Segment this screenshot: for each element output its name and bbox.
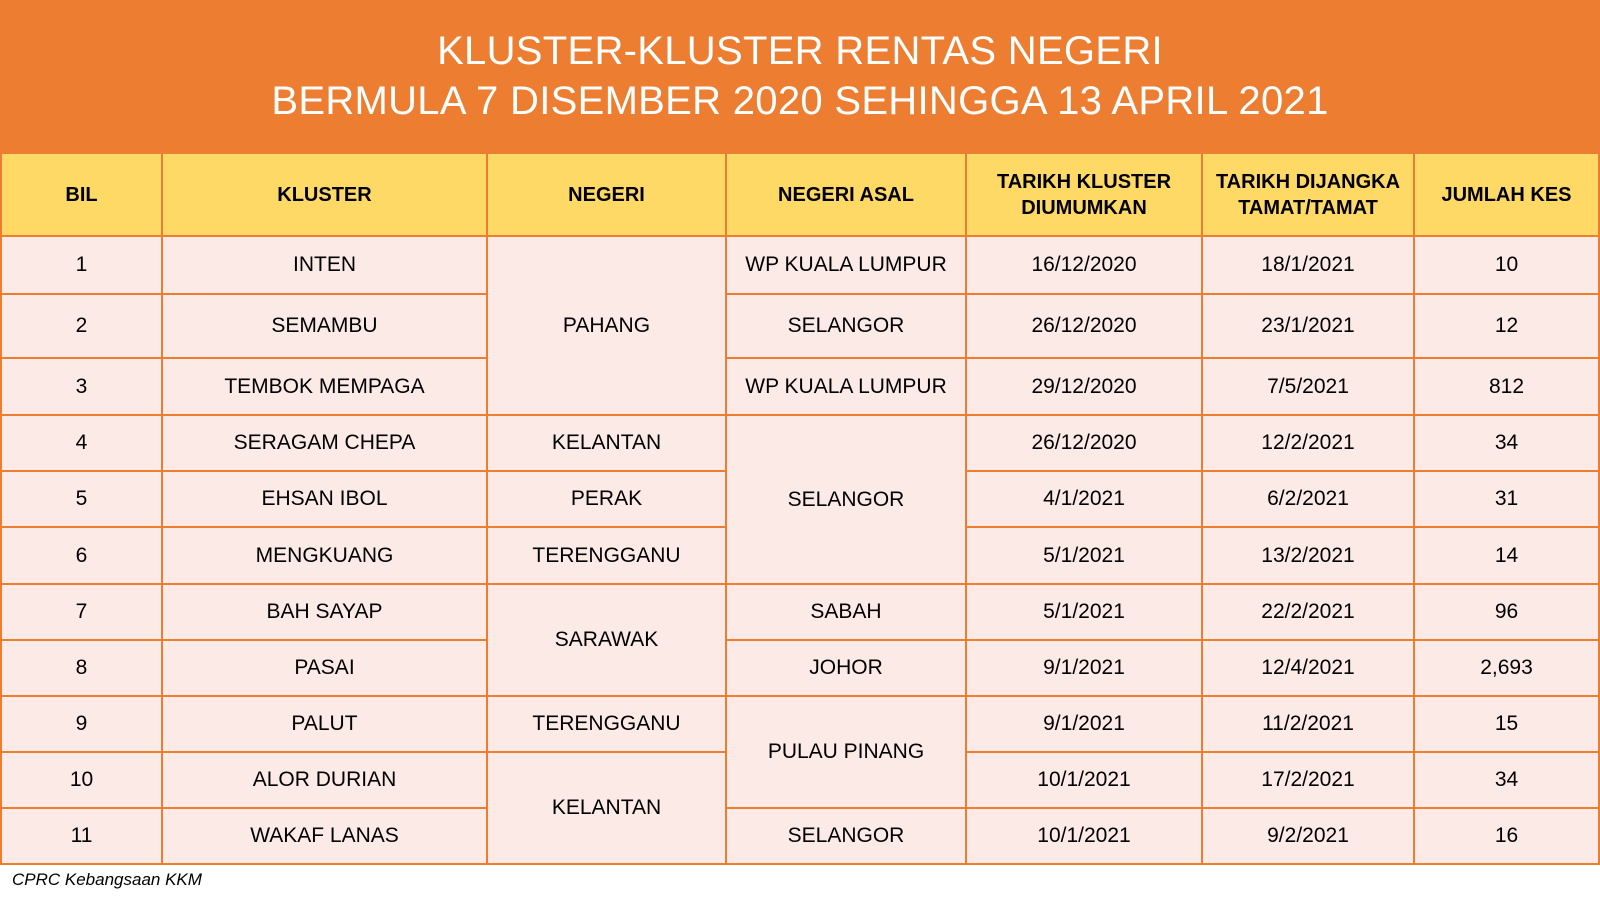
header-jumlah-kes: JUMLAH KES <box>1415 154 1600 237</box>
cell-kluster: ALOR DURIAN <box>163 753 488 809</box>
cell-negeri-asal: SELANGOR <box>727 416 967 585</box>
cell-bil: 7 <box>0 585 163 641</box>
cell-tarikh-diumumkan: 16/12/2020 <box>967 237 1203 295</box>
cell-negeri: KELANTAN <box>488 416 727 472</box>
cell-tarikh-tamat: 22/2/2021 <box>1203 585 1415 641</box>
cell-tarikh-diumumkan: 9/1/2021 <box>967 641 1203 697</box>
cell-tarikh-diumumkan: 9/1/2021 <box>967 697 1203 753</box>
cell-negeri: TERENGGANU <box>488 697 727 753</box>
cell-tarikh-tamat: 9/2/2021 <box>1203 809 1415 865</box>
cell-bil: 2 <box>0 295 163 359</box>
cell-kluster: PASAI <box>163 641 488 697</box>
header-tarikh-tamat: TARIKH DIJANGKA TAMAT/TAMAT <box>1203 154 1415 237</box>
cell-tarikh-tamat: 11/2/2021 <box>1203 697 1415 753</box>
cell-negeri: PERAK <box>488 472 727 528</box>
cell-bil: 10 <box>0 753 163 809</box>
cell-kluster: WAKAF LANAS <box>163 809 488 865</box>
cell-jumlah-kes: 812 <box>1415 359 1600 416</box>
cell-negeri: SARAWAK <box>488 585 727 697</box>
header-bil: BIL <box>0 154 163 237</box>
cell-tarikh-tamat: 6/2/2021 <box>1203 472 1415 528</box>
cell-kluster: TEMBOK MEMPAGA <box>163 359 488 416</box>
header-negeri-asal: NEGERI ASAL <box>727 154 967 237</box>
cell-bil: 11 <box>0 809 163 865</box>
cell-tarikh-tamat: 12/4/2021 <box>1203 641 1415 697</box>
cell-bil: 4 <box>0 416 163 472</box>
cell-tarikh-diumumkan: 10/1/2021 <box>967 809 1203 865</box>
cell-jumlah-kes: 15 <box>1415 697 1600 753</box>
header-kluster: KLUSTER <box>163 154 488 237</box>
cell-tarikh-diumumkan: 5/1/2021 <box>967 585 1203 641</box>
cell-negeri-asal: SELANGOR <box>727 295 967 359</box>
cell-bil: 5 <box>0 472 163 528</box>
cell-tarikh-tamat: 7/5/2021 <box>1203 359 1415 416</box>
cell-negeri: KELANTAN <box>488 753 727 865</box>
cell-tarikh-tamat: 13/2/2021 <box>1203 528 1415 585</box>
cell-bil: 8 <box>0 641 163 697</box>
cell-jumlah-kes: 34 <box>1415 416 1600 472</box>
cell-jumlah-kes: 34 <box>1415 753 1600 809</box>
title-line-2: BERMULA 7 DISEMBER 2020 SEHINGGA 13 APRIL 2021 <box>271 79 1329 123</box>
cell-jumlah-kes: 96 <box>1415 585 1600 641</box>
cell-tarikh-tamat: 18/1/2021 <box>1203 237 1415 295</box>
cell-negeri: PAHANG <box>488 237 727 416</box>
title-line-1: KLUSTER-KLUSTER RENTAS NEGERI <box>437 29 1163 73</box>
cell-jumlah-kes: 2,693 <box>1415 641 1600 697</box>
cell-tarikh-tamat: 12/2/2021 <box>1203 416 1415 472</box>
header-tarikh-diumumkan: TARIKH KLUSTER DIUMUMKAN <box>967 154 1203 237</box>
cell-tarikh-diumumkan: 26/12/2020 <box>967 416 1203 472</box>
cell-negeri-asal: WP KUALA LUMPUR <box>727 237 967 295</box>
cell-tarikh-diumumkan: 26/12/2020 <box>967 295 1203 359</box>
cell-jumlah-kes: 31 <box>1415 472 1600 528</box>
source-footnote: CPRC Kebangsaan KKM <box>12 870 202 889</box>
cell-kluster: INTEN <box>163 237 488 295</box>
cell-tarikh-diumumkan: 4/1/2021 <box>967 472 1203 528</box>
cell-negeri: TERENGGANU <box>488 528 727 585</box>
cell-kluster: BAH SAYAP <box>163 585 488 641</box>
cell-negeri-asal: SELANGOR <box>727 809 967 865</box>
cell-negeri-asal: WP KUALA LUMPUR <box>727 359 967 416</box>
cell-tarikh-tamat: 23/1/2021 <box>1203 295 1415 359</box>
cell-bil: 1 <box>0 237 163 295</box>
cell-kluster: SEMAMBU <box>163 295 488 359</box>
cell-jumlah-kes: 14 <box>1415 528 1600 585</box>
cluster-table <box>0 152 1600 863</box>
header-negeri: NEGERI <box>488 154 727 237</box>
cell-kluster: SERAGAM CHEPA <box>163 416 488 472</box>
cell-tarikh-tamat: 17/2/2021 <box>1203 753 1415 809</box>
cell-bil: 6 <box>0 528 163 585</box>
cell-negeri-asal: PULAU PINANG <box>727 697 967 809</box>
cell-jumlah-kes: 16 <box>1415 809 1600 865</box>
cell-negeri-asal: JOHOR <box>727 641 967 697</box>
title-banner <box>0 0 1600 152</box>
cell-jumlah-kes: 12 <box>1415 295 1600 359</box>
cell-jumlah-kes: 10 <box>1415 237 1600 295</box>
cell-bil: 9 <box>0 697 163 753</box>
cell-kluster: PALUT <box>163 697 488 753</box>
cell-tarikh-diumumkan: 29/12/2020 <box>967 359 1203 416</box>
cell-kluster: EHSAN IBOL <box>163 472 488 528</box>
cell-negeri-asal: SABAH <box>727 585 967 641</box>
cell-tarikh-diumumkan: 5/1/2021 <box>967 528 1203 585</box>
cell-tarikh-diumumkan: 10/1/2021 <box>967 753 1203 809</box>
cell-bil: 3 <box>0 359 163 416</box>
cell-kluster: MENGKUANG <box>163 528 488 585</box>
